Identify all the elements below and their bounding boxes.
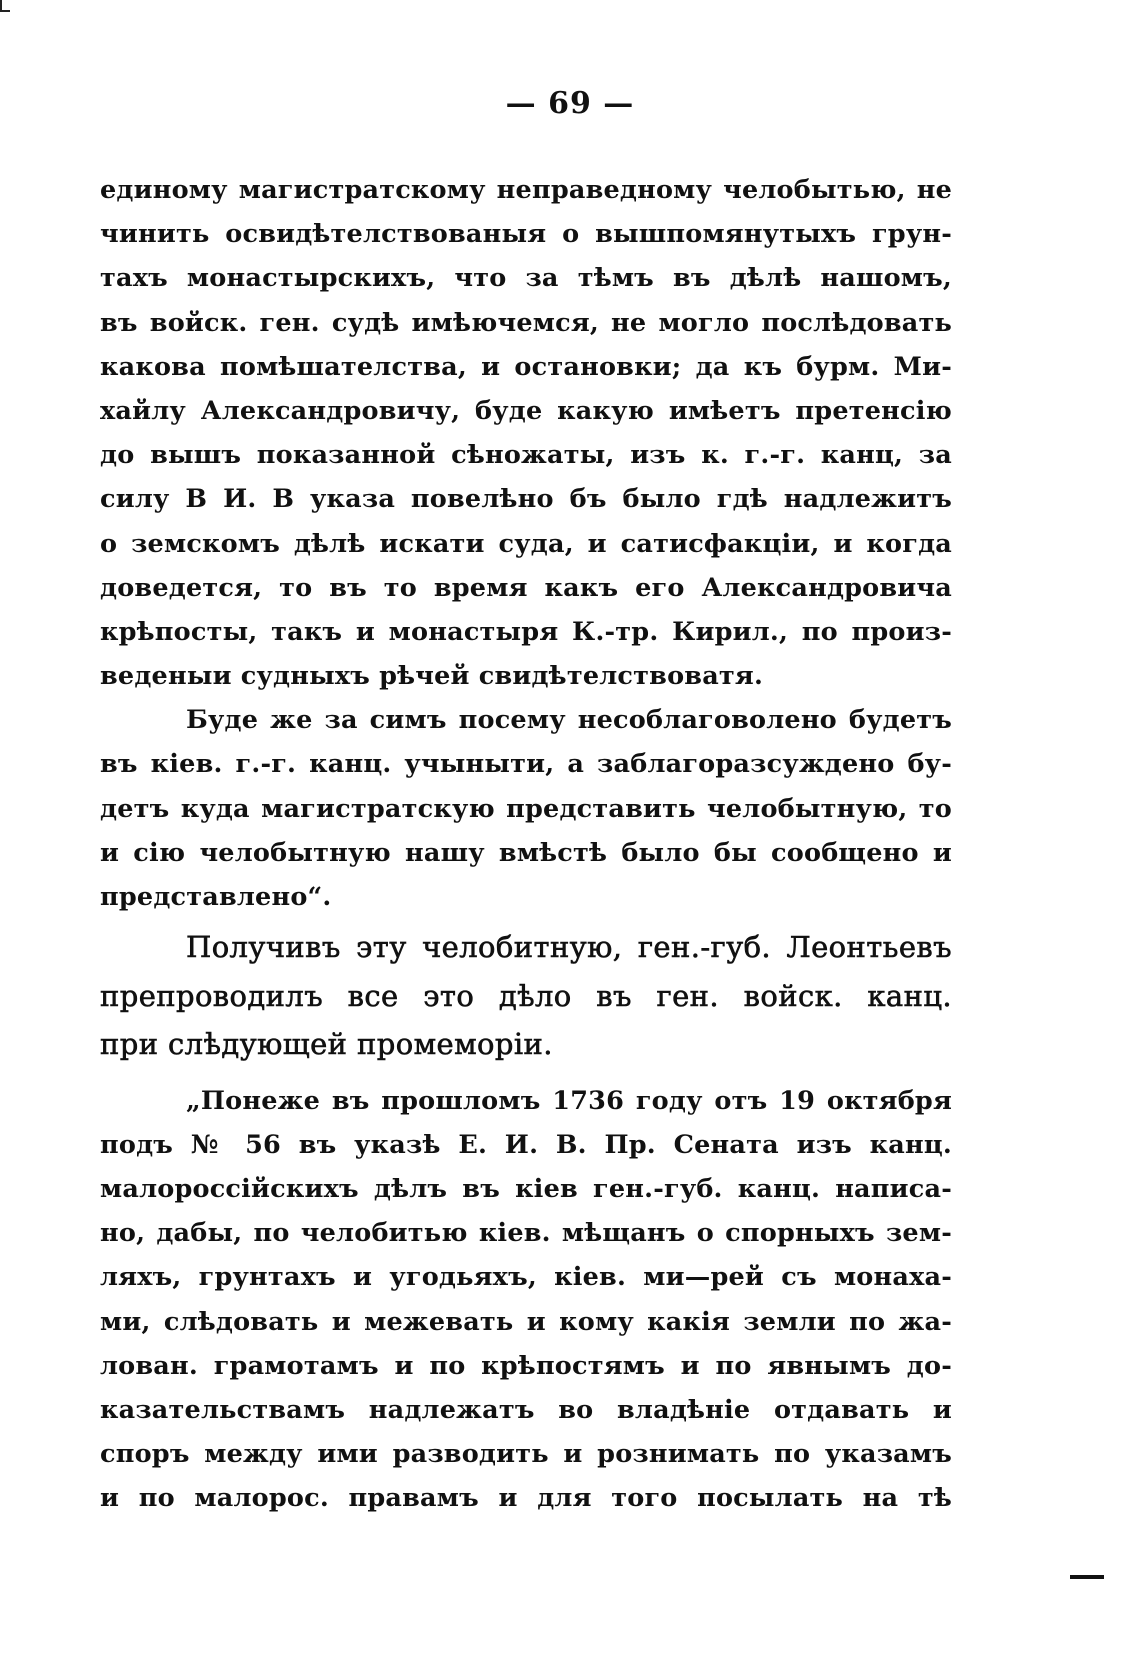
text-line: какова помѣшателства, и остановки; да къ бурм. Ми-: [100, 351, 952, 382]
text-line: въ кіев. г.-г. канц. учыныти, а заблагоразсуждено бу-: [100, 749, 952, 780]
text-line: „Понеже въ прошломъ 1736 году отъ 19 октября: [186, 1085, 952, 1116]
text-line: хайлу Александровичу, буде какую имѣетъ претенсію: [100, 395, 952, 426]
text-line: силу В И. В указа повелѣно бъ было гдѣ надлежитъ: [100, 484, 952, 515]
text-line: представлено“.: [100, 882, 332, 912]
text-line: веденыи судныхъ рѣчей свидѣтелствоватя.: [100, 661, 764, 692]
text-line: единому магистратскому неправедному челобытью, не: [100, 175, 952, 205]
text-line: подъ № 56 въ указѣ Е. И. В. Пр. Сената изъ канц.: [100, 1129, 952, 1160]
text-line: препроводилъ все это дѣло въ ген. войск. канц.: [100, 978, 952, 1013]
paragraph-2: [100, 698, 952, 919]
text-line: при слѣдующей промеморіи.: [100, 1027, 553, 1062]
paragraph-1: [100, 168, 952, 698]
text-line: споръ между ими разводить и рознимать по указамъ: [100, 1439, 952, 1470]
text-line: казательствамъ надлежатъ во владѣніе отдавать и: [100, 1395, 952, 1425]
text-line: въ войск. ген. судѣ имѣючемся, не могло послѣдовать: [100, 307, 952, 338]
paragraph-3: [100, 923, 952, 1069]
paragraph-4: [100, 1079, 952, 1521]
text-line: крѣпосты, такъ и монастыря К.-тр. Кирил., по произ-: [100, 616, 952, 647]
text-line: детъ куда магистратскую представить челобытную, то: [100, 793, 952, 824]
text-line: и сію челобытную нашу вмѣстѣ было бы сообщено и: [100, 837, 952, 868]
page-number: — 69 —: [505, 86, 635, 121]
text-line: ми, слѣдовать и межевать и кому какія земли по жа-: [100, 1306, 952, 1337]
text-line: Буде же за симъ посему несоблаговолено будетъ: [186, 705, 952, 736]
text-line: лован. грамотамъ и по крѣпостямъ и по явнымъ до-: [100, 1350, 952, 1381]
text-line: тахъ монастырскихъ, что за тѣмъ въ дѣлѣ нашомъ,: [100, 263, 952, 294]
text-line: малороссійскихъ дѣлъ въ кіев ген.-губ. канц. написа-: [100, 1174, 952, 1205]
paragraph-gap: [100, 1069, 952, 1079]
text-line: доведется, то въ то время какъ его Александровича: [100, 572, 952, 603]
scan-edge-mark: [1070, 1575, 1104, 1579]
text-line: ляхъ, грунтахъ и угодьяхъ, кіев. ми—рей съ монаха-: [100, 1262, 952, 1293]
text-line: Получивъ эту челобитную, ген.-губ. Леонтьевъ: [186, 930, 952, 965]
text-line: но, дабы, по челобитью кіев. мѣщанъ о спорныхъ зем-: [100, 1218, 952, 1249]
scan-corner-mark: [0, 0, 10, 12]
text-line: чинить освидѣтелствованыя о вышпомянутыхъ грун-: [100, 219, 952, 250]
text-line: о земскомъ дѣлѣ искати суда, и сатисфакціи, и когда: [100, 528, 952, 559]
body-text: [100, 168, 952, 1521]
text-line: и по малорос. правамъ и для того посылать на тѣ: [100, 1483, 952, 1514]
text-line: до вышъ показанной сѣножаты, изъ к. г.-г. канц, за: [100, 440, 952, 471]
